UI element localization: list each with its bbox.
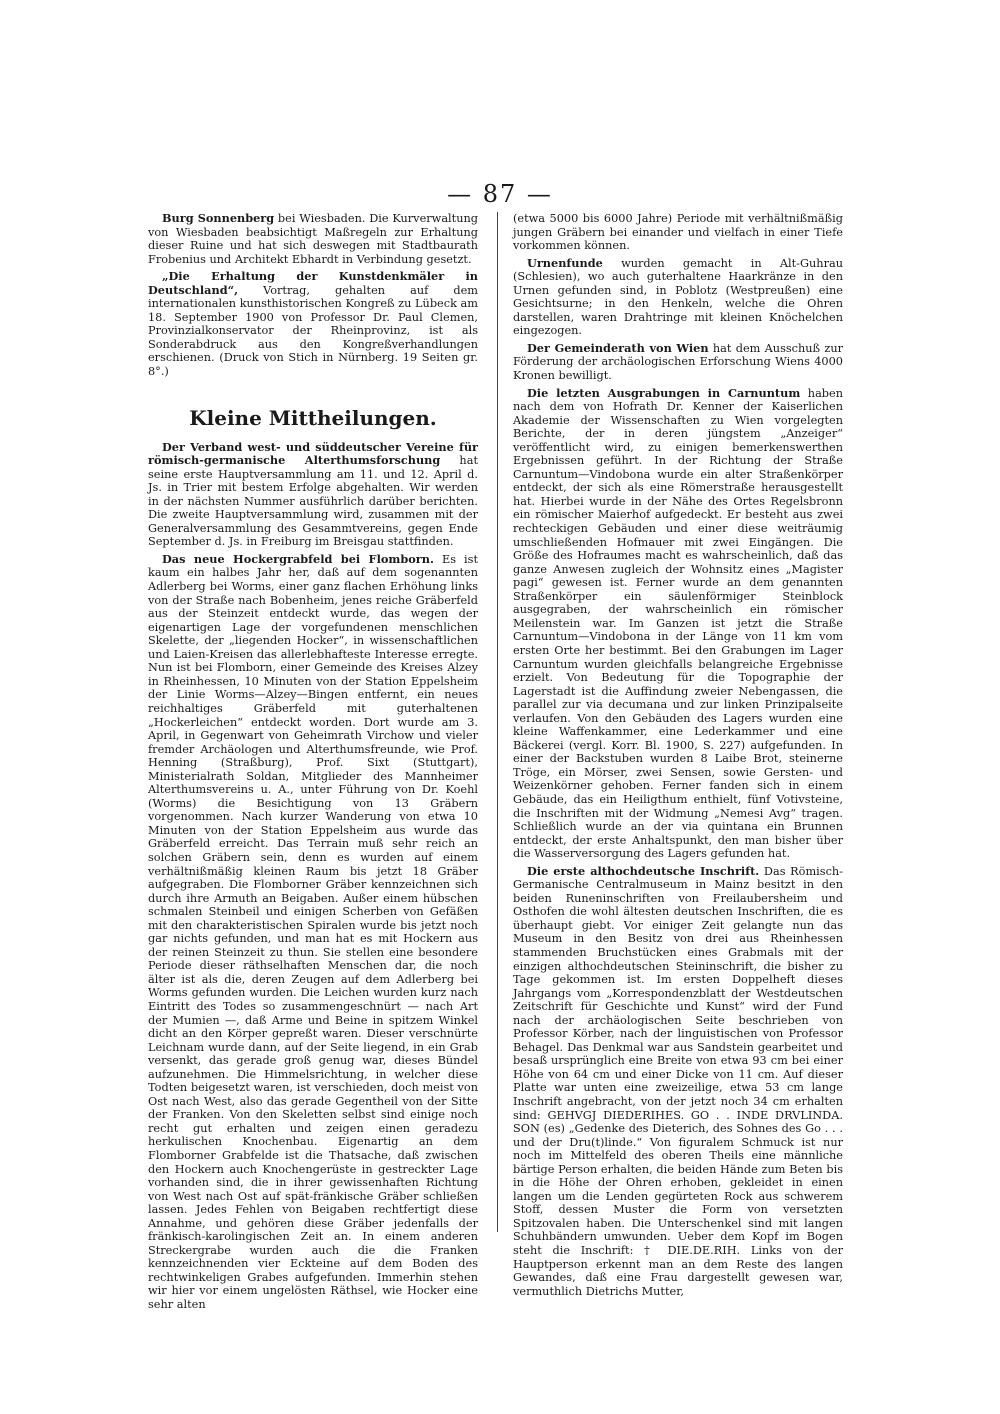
- paragraph-body: Es ist kaum ein halbes Jahr her, daß auf dem sogenannten Adlerberg bei Worms, einer ganz flachen Erhöhung links von der Straße nach Bobenheim, jenes reiche Gräberfeld aus der Steinzeit entdeckt wurde, das wegen der eigenartigen Lage der vorgefundenen menschlichen Skelette, der „liegenden Hocker“, in wissenschaftlichen und Laien-Kreisen das allerlebhafteste Interesse erregte. Nun ist bei Flomborn, einer Gemeinde des Kreises Alzey in Rheinhessen, 10 Minuten von der Station Eppelsheim der Linie Worms—Alzey—Bingen entfernt, ein neues reichhaltiges Gräberfeld mit guterhaltenen „Hockerleichen“ entdeckt worden. Dort wurde am 3. April, in Gegenwart von Geheimrath Virchow und vieler fremder Archäologen und Alterthumsfreunde, wie Prof. Henning (Straßburg), Prof. Sixt (Stuttgart), Ministerialrath Soldan, Mitglieder des Mannheimer Alterthumsvereins u. A., unter Führung von Dr. Koehl (Worms) die Besichtigung von 13 Gräbern vorgenommen. Nach kurzer Wanderung von etwa 10 Minuten von der Station Eppelsheim aus wurde das Gräberfeld erreicht. Das Terrain muß sehr reich an solchen Gräbern sein, denn es wurden auf einem verhältnißmäßig kleinen Raum bis jetzt 18 Gräber aufgegraben. Die Flomborner Gräber kennzeichnen sich durch ihre Armuth an Beigaben. Außer einem hübschen schmalen Steinbeil und einigen Scherben von Gefäßen mit den charakteristischen Spiralen wurde bis jetzt noch gar nichts gefunden, und man hat es mit Hockern aus der reinen Steinzeit zu thun. Sie stellen eine besondere Periode dieser räthselhaften Menschen dar, die noch älter ist als die, deren Zeugen auf dem Adlerberg bei Worms gefunden wurden. Die Leichen wurden kurz nach Eintritt des Todes so zusammengeschnürt — nach Art der Mumien —, daß Arme und Beine in spitzem Winkel dicht an den Körper gepreßt waren. Dieser verschnürte Leichnam wurde dann, auf der Seite liegend, in ein Grab versenkt, das gerade groß genug war, dieses Bündel aufzunehmen. Die Himmelsrichtung, in welcher diese Todten beigesetzt waren, ist verschieden, doch meist von Ost nach West, also das gerade Gegentheil von der Sitte der Franken. Von den Skeletten selbst sind einige noch recht gut erhalten und zeigen einen geradezu herkulischen Knochenbau. Eigenartig an dem Flomborner Grabfelde ist die Thatsache, daß zwischen den Hockern auch Knochengerüste in gestreckter Lage vorhanden sind, die in ihrer gewissenhaften Richtung von West nach Ost auf spät-fränkische Gräber schließen lassen. Jedes Fehlen von Beigaben rechtfertigt diese Annahme, und gehören diese Gräber jedenfalls der fränkisch-karolingischen Zeit an. In einem anderen Streckergrabe wurden auch die die Franken kennzeichnenden vier Eckteine auf dem Boden des rechtwinkeligen Grabes aufgefunden. Immerhin stehen wir hier vor einem ungelösten Räthsel, wie Hocker eine sehr alten: [148, 552, 478, 1312]
- paragraph-body: Vortrag, gehalten auf dem internationalen kunsthistorischen Kongreß zu Lübeck am 18. September 1900 von Professor Dr. Paul Clemen, Provinzialkonservator der Rheinprovinz, ist als Sonderabdruck aus den Kongreßverhandlungen erschienen. (Druck von Stich in Nürnberg. 19 Seiten gr. 8°.): [148, 283, 478, 379]
- paragraph-lead: Burg Sonnenberg: [162, 211, 275, 225]
- paragraph-burg-sonnenberg: [148, 212, 478, 266]
- paragraph-lead: „Die Erhaltung der Kunstdenkmäler in Deutschland“,: [148, 269, 478, 297]
- paragraph-lead: Das neue Hockergrabfeld bei Flomborn.: [162, 551, 434, 566]
- paragraph-lead: Die erste althochdeutsche Inschrift.: [527, 863, 760, 878]
- paragraph-body: wurden gemacht in Alt-Guhrau (Schlesien), wo auch guterhaltene Haarkränze in den Urnen gefunden sind, in Poblotz (Westpreußen) eine Gesichtsurne; in den Henkeln, welche die Ohren darstellen, waren Drahtringe mit kleinen Knöchelchen eingezogen.: [513, 256, 843, 338]
- paragraph-body: Das Römisch-Germanische Centralmuseum in Mainz besitzt in den beiden Runeninschriften von Freilaubersheim und Osthofen die wohl ältesten deutschen Inschriften, die es überhaupt giebt. Vor einiger Zeit gelangte nun das Museum in den Besitz von drei aus Rheinhessen stammenden Bruchstücken eines Grabmals mit der einzigen althochdeutschen Steininschrift, die bisher zu Tage gekommen ist. Im ersten Doppelheft dieses Jahrgangs vom „Korrespondenzblatt der Westdeutschen Zeitschrift für Geschichte und Kunst“ wird der Fund nach der archäologischen Seite beschrieben von Professor Körber, nach der linguistischen von Professor Behagel. Das Denkmal war aus Sandstein gearbeitet und besaß ursprünglich eine Breite von etwa 93 cm bei einer Höhe von 64 cm und einer Dicke von 11 cm. Auf dieser Platte war unten eine zweizeilige, etwa 53 cm lange Inschrift angebracht, von der jetzt noch 34 cm erhalten sind: GEHVGJ DIEDERIHES. GO . . INDE DRVLINDA. SON (es) „Gedenke des Dieterich, des Sohnes des Go . . . und der Dru(t)linde.“ Von figuralem Schmuck ist nur noch im Mittelfeld des oberen Theils eine männliche bärtige Person erhalten, die beiden Hände zum Beten bis in die Höhe der Ohren erhoben, gekleidet in einen langen um die Lenden gegürteten Rock aus schwerem Stoff, dessen Muster die Form von versetzten Spitzovalen haben. Die Unterschenkel sind mit langen Schuhbändern umwunden. Ueber dem Kopf im Bogen steht die Inschrift: † DIE.DE.RIH. Links von der Hauptperson erkennt man an dem Reste des langen Gewandes, daß eine Frau dargestellt gewesen war, vermuthlich Dietrichs Mutter,: [513, 864, 843, 1298]
- paragraph-carnuntum: [513, 387, 843, 861]
- section-title: Kleine Mittheilungen.: [189, 405, 437, 430]
- paragraph-hockergrabfeld: [148, 553, 478, 1312]
- paragraph-urnenfunde: [513, 257, 843, 338]
- right-column: [513, 212, 843, 1302]
- paragraph-body: hat seine erste Hauptversammlung am 11. und 12. April d. Js. in Trier mit bestem Erfolge abgehalten. Wir werden in der nächsten Nummer ausführlich darüber berichten. Die zweite Hauptversammlung wird, zusammen mit der Generalversammlung des Gesammtvereins, gegen Ende September d. Js. in Freiburg im Breisgau stattfinden.: [148, 454, 478, 549]
- paragraph-lead: Urnenfunde: [527, 255, 603, 270]
- paragraph-gemeinderath-wien: [513, 342, 843, 383]
- paragraph-althochdeutsche-inschrift: [513, 865, 843, 1299]
- paragraph-body: bei Wiesbaden. Die Kurverwaltung von Wiesbaden beabsichtigt Maßregeln zur Erhaltung dieser Ruine und hat sich deswegen mit Stadtbaurath Frobenius und Architekt Ebhardt in Verbindung gesetzt.: [148, 212, 478, 266]
- paragraph-kunstdenkmaeler: [148, 270, 478, 378]
- paragraph-lead: Die letzten Ausgrabungen in Carnuntum: [527, 385, 801, 400]
- paragraph-body: hat dem Ausschuß zur Förderung der archäologischen Erforschung Wiens 4000 Kronen bewilligt.: [513, 341, 844, 383]
- left-column: [148, 212, 478, 1316]
- paragraph-body: (etwa 5000 bis 6000 Jahre) Periode mit verhältnißmäßig jungen Gräbern bei einander und vielfach in einer Tiefe vorkommen können.: [513, 212, 843, 253]
- column-divider: [497, 212, 498, 1232]
- paragraph-continuation: [513, 212, 843, 253]
- paragraph-verband: [148, 441, 478, 549]
- paragraph-lead: Der Gemeinderath von Wien: [527, 340, 709, 355]
- page-number: — 87 —: [447, 180, 553, 208]
- paragraph-lead: Der Verband west- und süddeutscher Vereine für römisch-germanische Alterthumsforschung: [148, 439, 478, 468]
- paragraph-body: haben nach dem von Hofrath Dr. Kenner der Kaiserlichen Akademie der Wissenschaften zu Wien vorgelegten Berichte, der in deren jüngstem „Anzeiger“ veröffentlicht wird, zu einigen bemerkenswerthen Ergebnissen geführt. In der Richtung der Straße Carnuntum—Vindobona wurde ein alter Straßenkörper entdeckt, der sich als eine Römerstraße herausgestellt hat. Hierbei wurde in der Nähe des Ortes Regelsbronn ein römischer Maierhof aufgedeckt. Er besteht aus zwei rechteckigen Gebäuden und einer diese weiträumig umschließenden Hofmauer mit zwei Eingängen. Die Größe des Hofraumes macht es wahrscheinlich, daß das ganze Anwesen zugleich der Wohnsitz eines „Magister pagi“ gewesen ist. Ferner wurde an dem genannten Straßenkörper ein säulenförmiger Steinblock ausgegraben, der wahrscheinlich ein römischer Meilenstein war. Im Ganzen ist jetzt die Straße Carnuntum—Vindobona in der Länge von 11 km vom ersten Orte her bestimmt. Bei den Grabungen im Lager Carnuntum wurden gleichfalls belangreiche Ergebnisse erzielt. Von Bedeutung für die Topographie der Lagerstadt ist die Auffindung zweier Nebengassen, die parallel zur via decumana und zur linken Prinzipalseite verlaufen. Von den Gebäuden des Lagers wurden eine kleine Waffenkammer, eine Lederkammer und eine Bäckerei (vergl. Korr. Bl. 1900, S. 227) aufgefunden. In einer der Backstuben wurden 8 Laibe Brot, steinerne Tröge, ein Mörser, zwei Sensen, sowie Gersten- und Weizenkörner gehoben. Ferner fanden sich in einem Gebäude, das ein Heiligthum enthielt, fünf Votivsteine, die Inschriften mit der Widmung „Nemesi Avg“ tragen. Schließlich wurde an der via quintana ein Brunnen entdeckt, der erste Anhaltspunkt, den man bisher über die Wasserversorgung des Lagers gefunden hat.: [513, 386, 843, 861]
